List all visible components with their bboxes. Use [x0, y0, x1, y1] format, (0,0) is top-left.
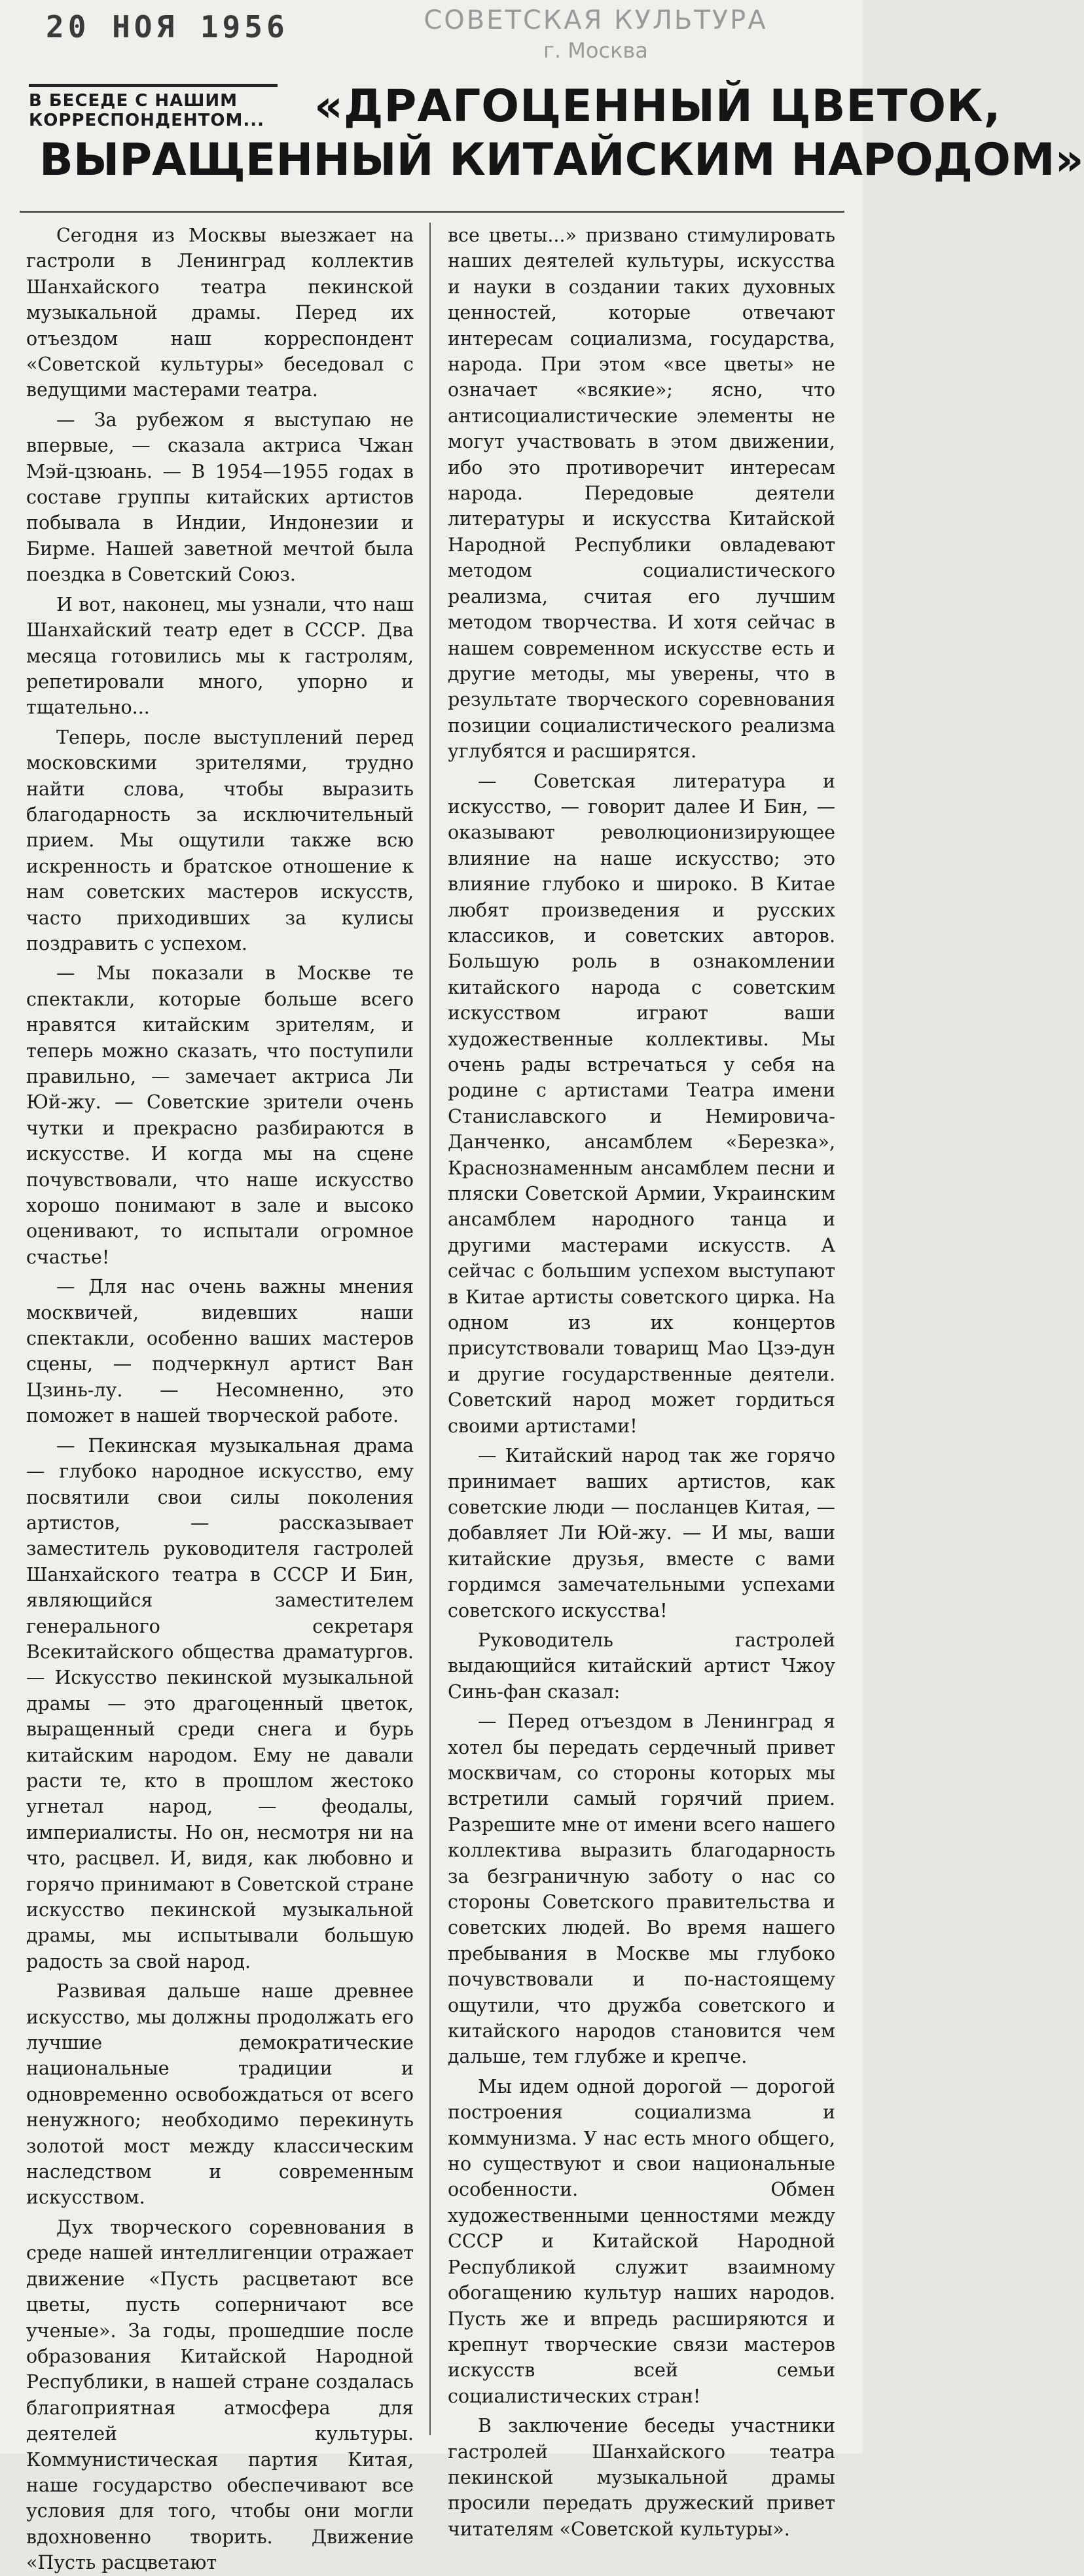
date-stamp: 20 НОЯ 1956 [46, 9, 289, 45]
paragraph: — Для нас очень важны мнения москвичей, видевших наши спектакли, особенно ваших мастеров сцены, — подчеркнул артист Ван Цзинь-лу. — Несомненно, это поможет в нашей творческой работе. [26, 1276, 414, 1427]
headline-rule [20, 211, 844, 213]
headline-line-2: ВЫРАЩЕННЫЙ КИТАЙСКИМ НАРОДОМ» [39, 134, 1084, 186]
paragraph: В заключение беседы участники гастролей Шанхайского театра пекинской музыкальной драмы просили передать дружеский привет читателям «Советской культуры». [448, 2415, 835, 2540]
paragraph: — За рубежом я выступаю не впервые, — сказала актриса Чжан Мэй-цзюань. — В 1954—1955 годах в составе группы китайских артистов побывала в Индии, Индонезии и Бирме. Нашей заветной мечтой была поездка в Советский Союз. [26, 408, 414, 586]
paragraph: Дух творческого соревнования в среде нашей интеллигенции отражает движение «Пусть расцветают все цветы, пусть соперничают все ученые». За годы, прошедшие после образования Китайской Народной Республики, в нашей стране создалась благоприятная атмосфера для деятелей культуры. Коммунистическая партия Китая, наше государство обеспечивают все условия для того, чтобы они могли вдохновенно творить. Движение «Пусть расцветают [26, 2216, 414, 2574]
source-stamp [412, 5, 779, 63]
source-name: СОВЕТСКАЯ КУЛЬТУРА [424, 5, 768, 35]
source-city: г. Москва [543, 38, 648, 63]
paragraph: — Китайский народ так же горячо принимает ваших артистов, как советские люди — посланцев Китая, — добавляет Ли Юй-жу. — И мы, ваши китайские друзья, вместе с вами гордимся замечательными успехами советского искусства! [448, 1445, 835, 1622]
paragraph: Руководитель гастролей выдающийся китайский артист Чжоу Синь-фан сказал: [448, 1629, 835, 1703]
paragraph: И вот, наконец, мы узнали, что наш Шанхайский театр едет в СССР. Два месяца готовились мы к гастролям, репетировали много, упорно и тщательно... [26, 593, 414, 719]
column-divider [429, 223, 431, 2435]
paragraph: Теперь, после выступлений перед московскими зрителями, трудно найти слова, чтобы выразить благодарность за исключительный прием. Мы ощутили также всю искренность и братское отношение к нам советских мастеров искусств, часто приходивших за кулисы поздравить с успехом. [26, 726, 414, 954]
article-headline [20, 80, 1084, 187]
paragraph: — Мы показали в Москве те спектакли, которые больше всего нравятся китайским зрителям, и теперь можно сказать, что поступили правильно, — замечает актриса Ли Юй-жу. — Советские зрители очень чутки и прекрасно разбираются в искусстве. И когда мы на сцене почувствовали, что наше искусство хорошо понимают в зале и высоко оценивают, то испытали огромное счастье! [26, 962, 414, 1268]
article-column-left [26, 223, 414, 2574]
paragraph: Развивая дальше наше древнее искусство, мы должны продолжать его лучшие демократические национальные традиции и одновременно освобождаться от всего ненужного; необходимо перекинуть золотой мост между классическим наследством и современным искусством. [26, 1980, 414, 2209]
paragraph: — Перед отъездом в Ленинград я хотел бы передать сердечный привет москвичам, со стороны которых мы встретили самый горячий прием. Разрешите мне от имени всего нашего коллектива выразить благодарность за безграничную заботу о нас со стороны Советского правительства и советских людей. Во время нашего пребывания в Москве мы глубоко почувствовали и по-настоящему ощутили, что дружба советского и китайского народов становится чем дальше, тем глубже и крепче. [448, 1711, 835, 2068]
paragraph: все цветы...» призвано стимулировать наших деятелей культуры, искусства и науки в создании таких духовных ценностей, которые отвечают интересам социализма, государства, народа. При этом «все цветы» не означает «всякие»; ясно, что антисоциалистические элементы не могут участвовать в этом движении, ибо это противоречит интересам народа. Передовые деятели литературы и искусства Китайской Народной Республики овладевают методом социалистического реализма, считая его лучшим методом творчества. И хотя сейчас в нашем современном искусстве есть и другие методы, мы уверены, что в результате творческого соревнования позиции социалистического реализма углубятся и расширятся. [448, 225, 835, 763]
article-kicker: В БЕСЕДЕ С НАШИМ КОРРЕСПОНДЕНТОМ... [29, 84, 278, 130]
paragraph: Сегодня из Москвы выезжает на гастроли в Ленинград коллектив Шанхайского театра пекинской музыкальной драмы. Перед их отъездом наш корреспондент «Советской культуры» беседовал с ведущими мастерами театра. [26, 225, 414, 401]
paragraph: — Советская литература и искусство, — говорит далее И Бин, — оказывают революционизирующее влияние на наше искусство; это влияние глубоко и широко. В Китае любят произведения и русских классиков, и советских авторов. Большую роль в ознакомлении китайского народа с советским искусством играют ваши художественные коллективы. Мы очень рады встречаться у себя на родине с артистами Театра имени Станиславского и Немировича-Данченко, ансамблем «Березка», Краснознаменным ансамблем песни и пляски Советской Армии, Украинским ансамблем народного танца и другими мастерами искусств. А сейчас с большим успехом выступают в Китае артисты советского цирка. На одном из их концертов присутствовали товарищ Мао Цзэ-дун и другие государственные деятели. Советский народ может гордиться своими артистами! [448, 770, 835, 1437]
headline-line-1: «ДРАГОЦЕННЫЙ ЦВЕТОК, [314, 81, 1002, 132]
paragraph: — Пекинская музыкальная драма — глубоко народное искусство, ему посвятили свои силы поколения артистов, — рассказывает заместитель руководителя гастролей Шанхайского театра в СССР И Бин, являющийся заместителем генерального секретаря Всекитайского общества драматургов. — Искусство пекинской музыкальной драмы — это драгоценный цветок, выращенный среди снега и бурь китайским народом. Ему не давали расти те, кто в прошлом жестоко угнетал народ, — феодалы, империалисты. Но он, несмотря ни на что, расцвел. И, видя, как любовно и горячо принимают в Советской стране искусство пекинской музыкальной драмы, мы испытывали большую радость за свой народ. [26, 1434, 414, 1972]
article-column-right [448, 223, 835, 2540]
paragraph: Мы идем одной дорогой — дорогой построения социализма и коммунизма. У нас есть много общего, но существуют и свои национальные особенности. Обмен художественными ценностями между СССР и Китайской Народной Республикой служит взаимному обогащению культур наших народов. Пусть же и впредь расширяются и крепнут творческие связи мастеров искусств всей семьи социалистических стран! [448, 2075, 835, 2407]
